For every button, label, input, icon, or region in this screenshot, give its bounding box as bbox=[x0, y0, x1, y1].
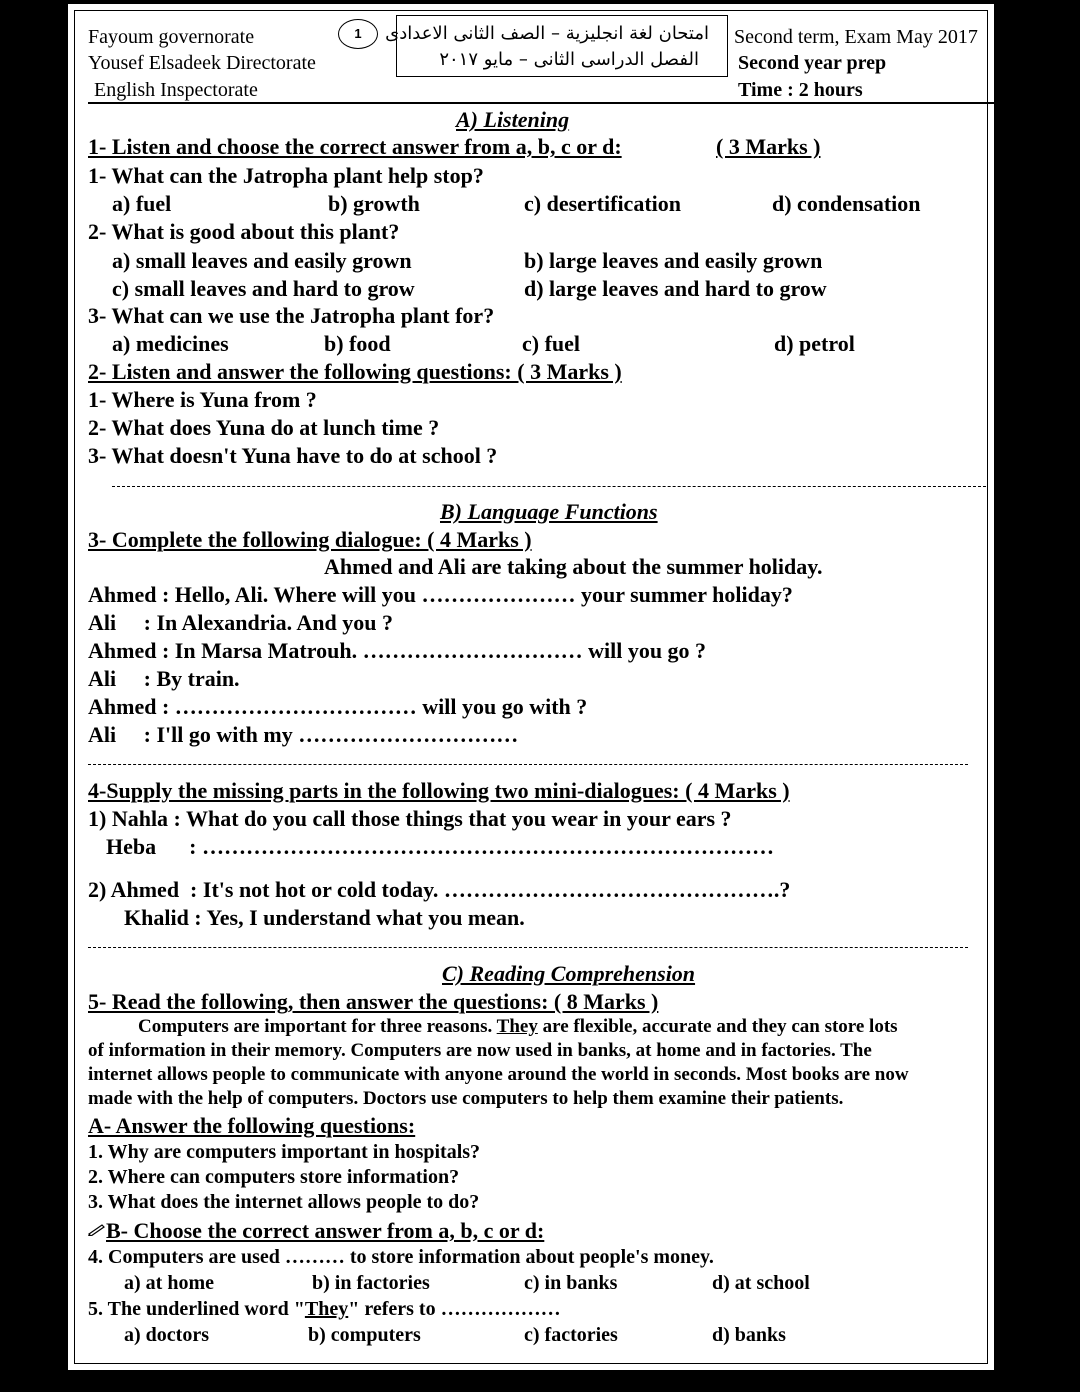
q1-2-text: 2- What is good about this plant? bbox=[88, 219, 400, 244]
passage-line-2: of information in their memory. Computers are now used in banks, at home and in factories. The bbox=[88, 1040, 872, 1061]
q1-3-text: 3- What can we use the Jatropha plant for? bbox=[88, 303, 495, 328]
q1-1-option-a: a) fuel bbox=[112, 191, 172, 216]
pencil-icon bbox=[88, 1222, 106, 1236]
part-a-item-3: 3. What does the internet allows people to do? bbox=[88, 1191, 480, 1213]
underlined-they: They bbox=[496, 1016, 538, 1037]
section-reading-title: C) Reading Comprehension bbox=[442, 961, 696, 986]
q1-2-option-d: d) large leaves and hard to grow bbox=[524, 276, 827, 301]
underlined-they-ref: They bbox=[304, 1298, 349, 1320]
part-b-q5-option-c: c) factories bbox=[524, 1324, 618, 1346]
q1-1-text: 1- What can the Jatropha plant help stop? bbox=[88, 163, 484, 188]
header-term: Second term, Exam May 2017 bbox=[734, 26, 978, 48]
q1-3-option-d: d) petrol bbox=[774, 331, 855, 356]
dialogue-line-6: Ali : I'll go with my ………………………… bbox=[88, 722, 519, 747]
mini-dialogue-2-line-2: Khalid : Yes, I understand what you mean. bbox=[124, 905, 525, 930]
q1-2-option-b: b) large leaves and easily grown bbox=[524, 248, 823, 273]
part-b-q5-option-b: b) computers bbox=[308, 1324, 421, 1346]
mini-dialogue-1-line-2: Heba : …………………………………………………………………… bbox=[106, 834, 774, 859]
passage-line-3: internet allows people to communicate with anyone around the world in seconds. Most books are now bbox=[88, 1064, 909, 1085]
part-a-title: A- Answer the following questions: bbox=[88, 1113, 416, 1138]
q2-item-3: 3- What doesn't Yuna have to do at school ? bbox=[88, 443, 498, 468]
part-b-q5-text: 5. The underlined word "They" refers to ……………… bbox=[88, 1298, 561, 1320]
q3-title: 3- Complete the following dialogue: ( 4 Marks ) bbox=[88, 527, 532, 552]
dialogue-line-2: Ali : In Alexandria. And you ? bbox=[88, 610, 394, 635]
dialogue-line-1: Ahmed : Hello, Ali. Where will you ………………… your summer holiday? bbox=[88, 582, 793, 607]
q1-1-option-c: c) desertification bbox=[524, 191, 681, 216]
mini-dialogue-1-line-1: 1) Nahla : What do you call those things that you wear in your ears ? bbox=[88, 806, 732, 831]
header-governorate: Fayoum governorate bbox=[88, 26, 255, 48]
arabic-title-line1: امتحان لغة انجليزية – الصف الثانى الاعدادى bbox=[385, 23, 709, 44]
exam-page bbox=[66, 2, 996, 1372]
q1-2-option-c: c) small leaves and hard to grow bbox=[112, 276, 415, 301]
section-divider-2 bbox=[88, 764, 968, 765]
q1-title: 1- Listen and choose the correct answer from a, b, c or d: bbox=[88, 134, 622, 159]
q2-item-1: 1- Where is Yuna from ? bbox=[88, 387, 317, 412]
q2-title: 2- Listen and answer the following questions: ( 3 Marks ) bbox=[88, 359, 622, 384]
q1-3-option-b: b) food bbox=[324, 331, 391, 356]
header-time: Time : 2 hours bbox=[738, 79, 863, 101]
arabic-title-box bbox=[385, 15, 728, 77]
part-b-q4-option-b: b) in factories bbox=[312, 1272, 430, 1294]
dialogue-line-5: Ahmed : …………………………… will you go with ? bbox=[88, 694, 588, 719]
q1-3-option-a: a) medicines bbox=[112, 331, 229, 356]
passage-line-1: Computers are important for three reasons. They are flexible, accurate and they can store lots bbox=[138, 1016, 898, 1037]
part-a-item-2: 2. Where can computers store information? bbox=[88, 1166, 460, 1188]
dialogue-line-4: Ali : By train. bbox=[88, 666, 240, 691]
header-inspectorate: English Inspectorate bbox=[94, 79, 258, 101]
part-b-q4-text: 4. Computers are used ……… to store information about people's money. bbox=[88, 1246, 714, 1268]
part-b-q5-option-a: a) doctors bbox=[124, 1324, 209, 1346]
part-b-q5-option-d: d) banks bbox=[712, 1324, 786, 1346]
q1-1-option-b: b) growth bbox=[328, 191, 420, 216]
arabic-title-line2: الفصل الدراسى الثانى – مايو ٢٠١٧ bbox=[439, 49, 699, 70]
section-divider-1 bbox=[112, 486, 986, 487]
header-year: Second year prep bbox=[738, 52, 887, 74]
header-directorate: Yousef Elsadeek Directorate bbox=[88, 52, 316, 74]
part-b-q4-option-a: a) at home bbox=[124, 1272, 214, 1294]
q1-3-option-c: c) fuel bbox=[522, 331, 581, 356]
q1-2-option-a: a) small leaves and easily grown bbox=[112, 248, 412, 273]
q2-item-2: 2- What does Yuna do at lunch time ? bbox=[88, 415, 440, 440]
part-b-q4-option-d: d) at school bbox=[712, 1272, 810, 1294]
q4-title: 4-Supply the missing parts in the following two mini-dialogues: ( 4 Marks ) bbox=[88, 778, 790, 803]
dialogue-line-3: Ahmed : In Marsa Matrouh. ………………………… will you go ? bbox=[88, 638, 707, 663]
passage-line-4: made with the help of computers. Doctors use computers to help them examine their patients. bbox=[88, 1088, 844, 1109]
q1-marks: ( 3 Marks ) bbox=[716, 134, 821, 159]
page-number-badge: 1 bbox=[338, 19, 378, 49]
part-b-q4-option-c: c) in banks bbox=[524, 1272, 618, 1294]
q5-title: 5- Read the following, then answer the questions: ( 8 Marks ) bbox=[88, 989, 659, 1014]
section-divider-3 bbox=[88, 947, 968, 948]
section-listening-title: A) Listening bbox=[456, 107, 570, 132]
part-b-title: B- Choose the correct answer from a, b, c or d: bbox=[106, 1218, 545, 1243]
part-a-item-1: 1. Why are computers important in hospitals? bbox=[88, 1141, 481, 1163]
section-language-title: B) Language Functions bbox=[440, 499, 658, 524]
mini-dialogue-2-line-1: 2) Ahmed : It's not hot or cold today. ……………………………………….? bbox=[88, 877, 791, 902]
header-divider bbox=[88, 102, 998, 104]
dialogue-intro: Ahmed and Ali are taking about the summer holiday. bbox=[324, 554, 823, 579]
q1-1-option-d: d) condensation bbox=[772, 191, 921, 216]
